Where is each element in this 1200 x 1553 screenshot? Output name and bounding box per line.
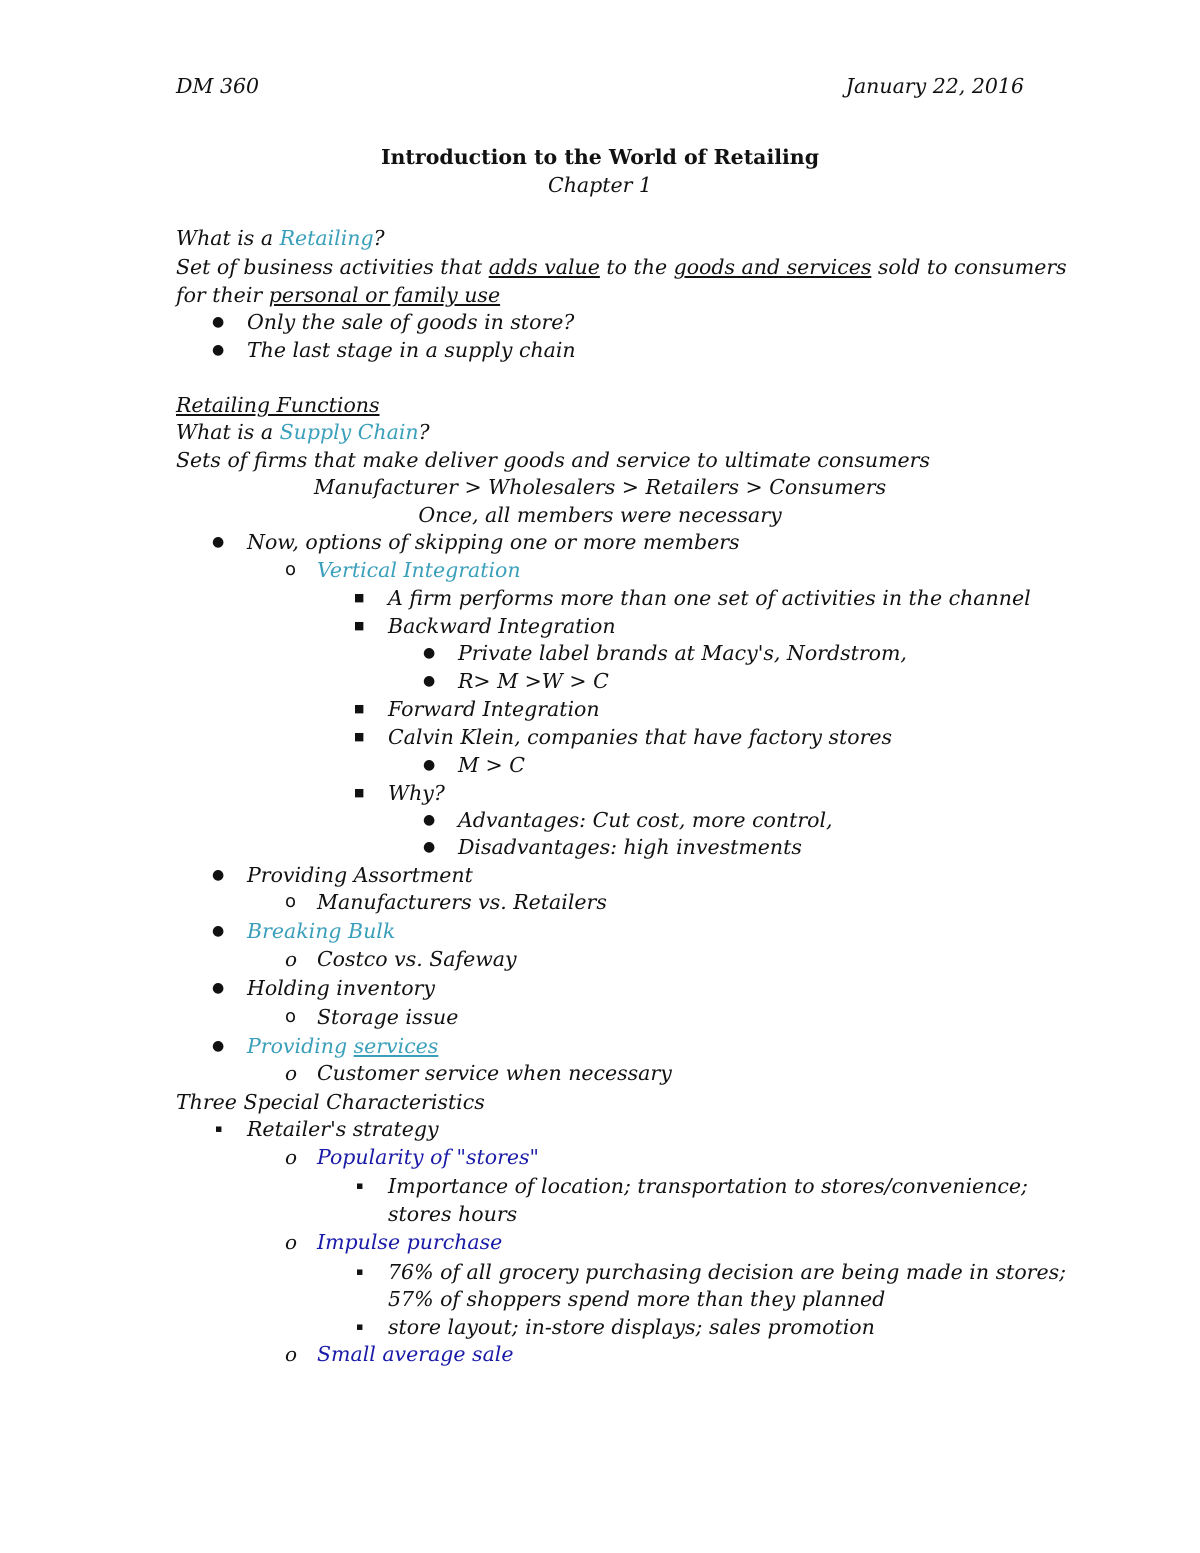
bullet-square: ▪ [215, 1122, 223, 1135]
bullet-disc: ● [212, 534, 225, 550]
supply-chain-definition: Sets of firms that make deliver goods and service to ultimate consumers [176, 448, 930, 472]
bullet-square: ■ [354, 591, 365, 604]
bullet-disc: ● [423, 757, 436, 773]
list-item: The last stage in a supply chain [247, 338, 576, 362]
list-item: R> M >W > C [458, 669, 609, 693]
impulse-purchase-term: Impulse purchase [317, 1230, 503, 1254]
bullet-circle: o [285, 1061, 298, 1085]
supply-chain-note: Once, all members were necessary [418, 503, 782, 527]
bullet-square: ■ [354, 786, 365, 799]
bullet-square: ▪ [356, 1265, 364, 1278]
list-item: Why? [388, 781, 445, 805]
page-title: Introduction to the World of Retailing [380, 145, 820, 169]
bullet-circle: o [285, 1006, 297, 1027]
list-item: Retailer's strategy [247, 1117, 439, 1141]
section-heading-functions: Retailing Functions [176, 393, 380, 417]
list-item-continued: stores hours [388, 1202, 518, 1226]
bullet-circle: o [285, 1230, 298, 1254]
bullet-disc: ● [423, 839, 436, 855]
small-average-sale-term: Small average sale [317, 1342, 514, 1366]
providing-services-term: Providing services [247, 1034, 439, 1058]
bullet-disc: ● [423, 812, 436, 828]
list-item: Importance of location; transportation to stores/convenience; [388, 1174, 1028, 1198]
list-item: Advantages: Cut cost, more control, [458, 808, 833, 832]
list-item: Private label brands at Macy's, Nordstrom, [458, 641, 907, 665]
bullet-disc: ● [423, 673, 436, 689]
section-heading-characteristics: Three Special Characteristics [176, 1090, 485, 1114]
list-item: Customer service when necessary [317, 1061, 672, 1085]
bullet-circle: o [285, 1145, 298, 1169]
bullet-circle: o [285, 559, 297, 580]
list-item: Only the sale of goods in store? [247, 310, 575, 334]
document-date: January 22, 2016 [845, 74, 1024, 98]
list-item: Holding inventory [247, 976, 435, 1000]
bullet-square: ▪ [356, 1320, 364, 1333]
retailing-term: Retailing [279, 226, 374, 250]
bullet-disc: ● [212, 342, 225, 358]
bullet-circle: o [285, 1342, 298, 1366]
list-item: A firm performs more than one set of activities in the channel [388, 586, 1031, 610]
list-item: store layout; in-store displays; sales promotion [388, 1315, 875, 1339]
supply-chain-question: What is a Supply Chain? [176, 420, 430, 444]
bullet-circle: o [285, 891, 297, 912]
list-item: M > C [458, 753, 525, 777]
bullet-square: ■ [354, 730, 365, 743]
breaking-bulk-term: Breaking Bulk [247, 919, 396, 943]
list-item: Costco vs. Safeway [317, 947, 517, 971]
bullet-disc: ● [212, 923, 225, 939]
bullet-square: ▪ [356, 1179, 364, 1192]
list-item: Backward Integration [388, 614, 616, 638]
bullet-disc: ● [212, 314, 225, 330]
list-item: Now, options of skipping one or more members [247, 530, 740, 554]
bullet-disc: ● [212, 980, 225, 996]
popularity-term: Popularity of "stores" [317, 1145, 539, 1169]
list-item: Providing Assortment [247, 863, 473, 887]
list-item: Manufacturers vs. Retailers [317, 890, 607, 914]
vertical-integration-term: Vertical Integration [317, 558, 521, 582]
list-item: 76% of all grocery purchasing decision are being made in stores; [388, 1260, 1067, 1284]
list-item: Calvin Klein, companies that have factory stores [388, 725, 893, 749]
bullet-square: ■ [354, 702, 365, 715]
list-item: Storage issue [317, 1005, 459, 1029]
supply-chain-term: Supply Chain [279, 420, 419, 444]
bullet-circle: o [285, 947, 298, 971]
page-subtitle: Chapter 1 [548, 173, 652, 197]
retailing-question: What is a Retailing? [176, 226, 385, 250]
supply-chain-flow: Manufacturer > Wholesalers > Retailers > Consumers [313, 475, 887, 499]
bullet-square: ■ [354, 619, 365, 632]
bullet-disc: ● [212, 1038, 225, 1054]
retailing-definition-line1: Set of business activities that adds value to the goods and services sold to consumers [176, 255, 1067, 279]
list-item-continued: 57% of shoppers spend more than they planned [388, 1287, 886, 1311]
course-code: DM 360 [176, 74, 260, 98]
bullet-disc: ● [423, 645, 436, 661]
list-item: Disadvantages: high investments [458, 835, 802, 859]
list-item: Forward Integration [388, 697, 600, 721]
bullet-disc: ● [212, 867, 225, 883]
retailing-definition-line2: for their personal or family use [176, 283, 501, 307]
